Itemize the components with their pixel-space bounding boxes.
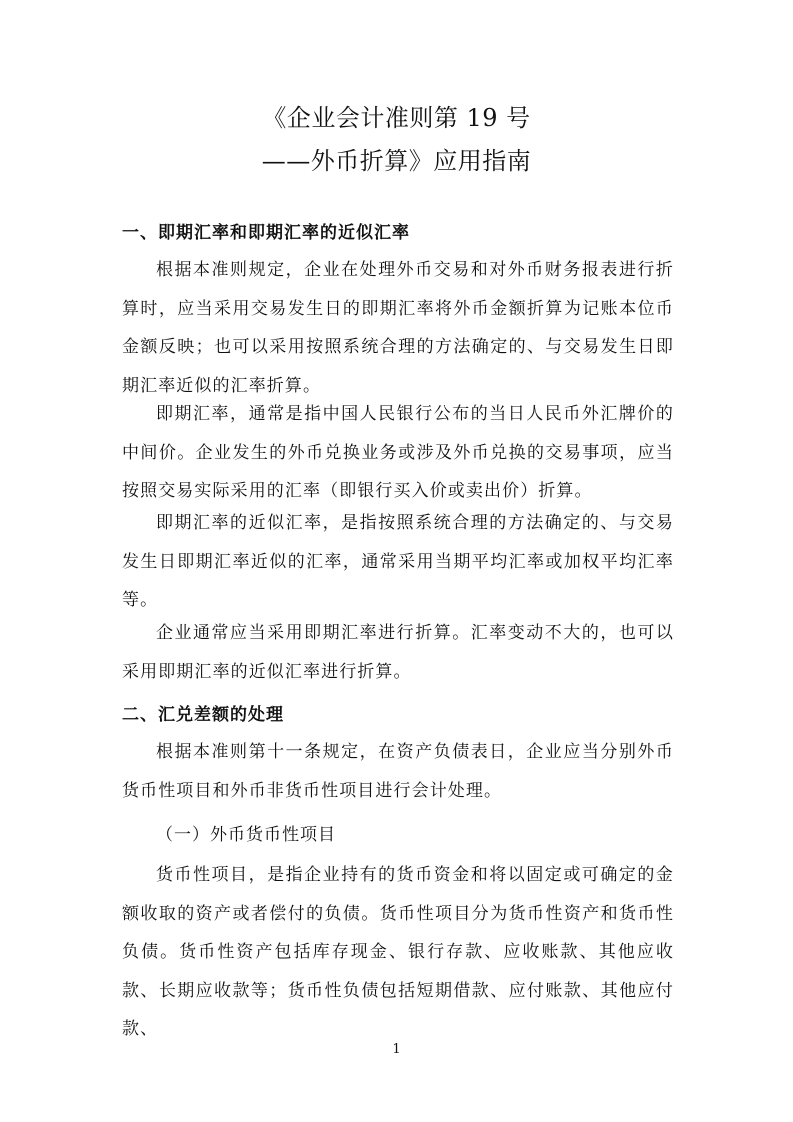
section-heading-exchange-difference: 二、汇兑差额的处理: [122, 705, 284, 725]
subsection-heading-monetary-items: （一）外币货币性项目: [156, 825, 336, 845]
section-heading-spot-rate: 一、即期汇率和即期汇率的近似汇率: [122, 223, 410, 243]
document-title-line-2: ——外币折算》应用指南: [261, 147, 532, 175]
paragraph-spot-rate-definition: 即期汇率，通常是指中国人民银行公布的当日人民币外汇牌价的中间价。企业发生的外币兑换业务或涉及外币兑换的交易事项，应当按照交易实际采用的汇率（即银行买入价或卖出价）折算。: [122, 404, 674, 501]
paragraph-rate-usage: 企业通常应当采用即期汇率进行折算。汇率变动不大的，也可以采用即期汇率的近似汇率进行折算。: [122, 623, 674, 682]
paragraph-exchange-difference-rule: 根据本准则第十一条规定，在资产负债表日，企业应当分别外币货币性项目和外币非货币性项目进行会计处理。: [122, 742, 674, 801]
paragraph-approximate-rate: 即期汇率的近似汇率，是指按照系统合理的方法确定的、与交易发生日即期汇率近似的汇率，通常采用当期平均汇率或加权平均汇率等。: [122, 513, 674, 610]
paragraph-monetary-items: 货币性项目，是指企业持有的货币资金和将以固定或可确定的金额收取的资产或者偿付的负债。货币性项目分为货币性资产和货币性负债。货币性资产包括库存现金、银行存款、应收账款、其他应收款、长期应收款等；货币性负债包括短期借款、应付账款、其他应付款、: [122, 865, 674, 1039]
document-title-line-1: 《企业会计准则第 19 号: [262, 104, 531, 132]
paragraph-spot-rate-rule: 根据本准则规定，企业在处理外币交易和对外币财务报表进行折算时，应当采用交易发生日的即期汇率将外币金额折算为记账本位币金额反映；也可以采用按照系统合理的方法确定的、与交易发生日即期汇率近似的汇率折算。: [122, 260, 674, 396]
page-number: 1: [392, 1042, 401, 1057]
